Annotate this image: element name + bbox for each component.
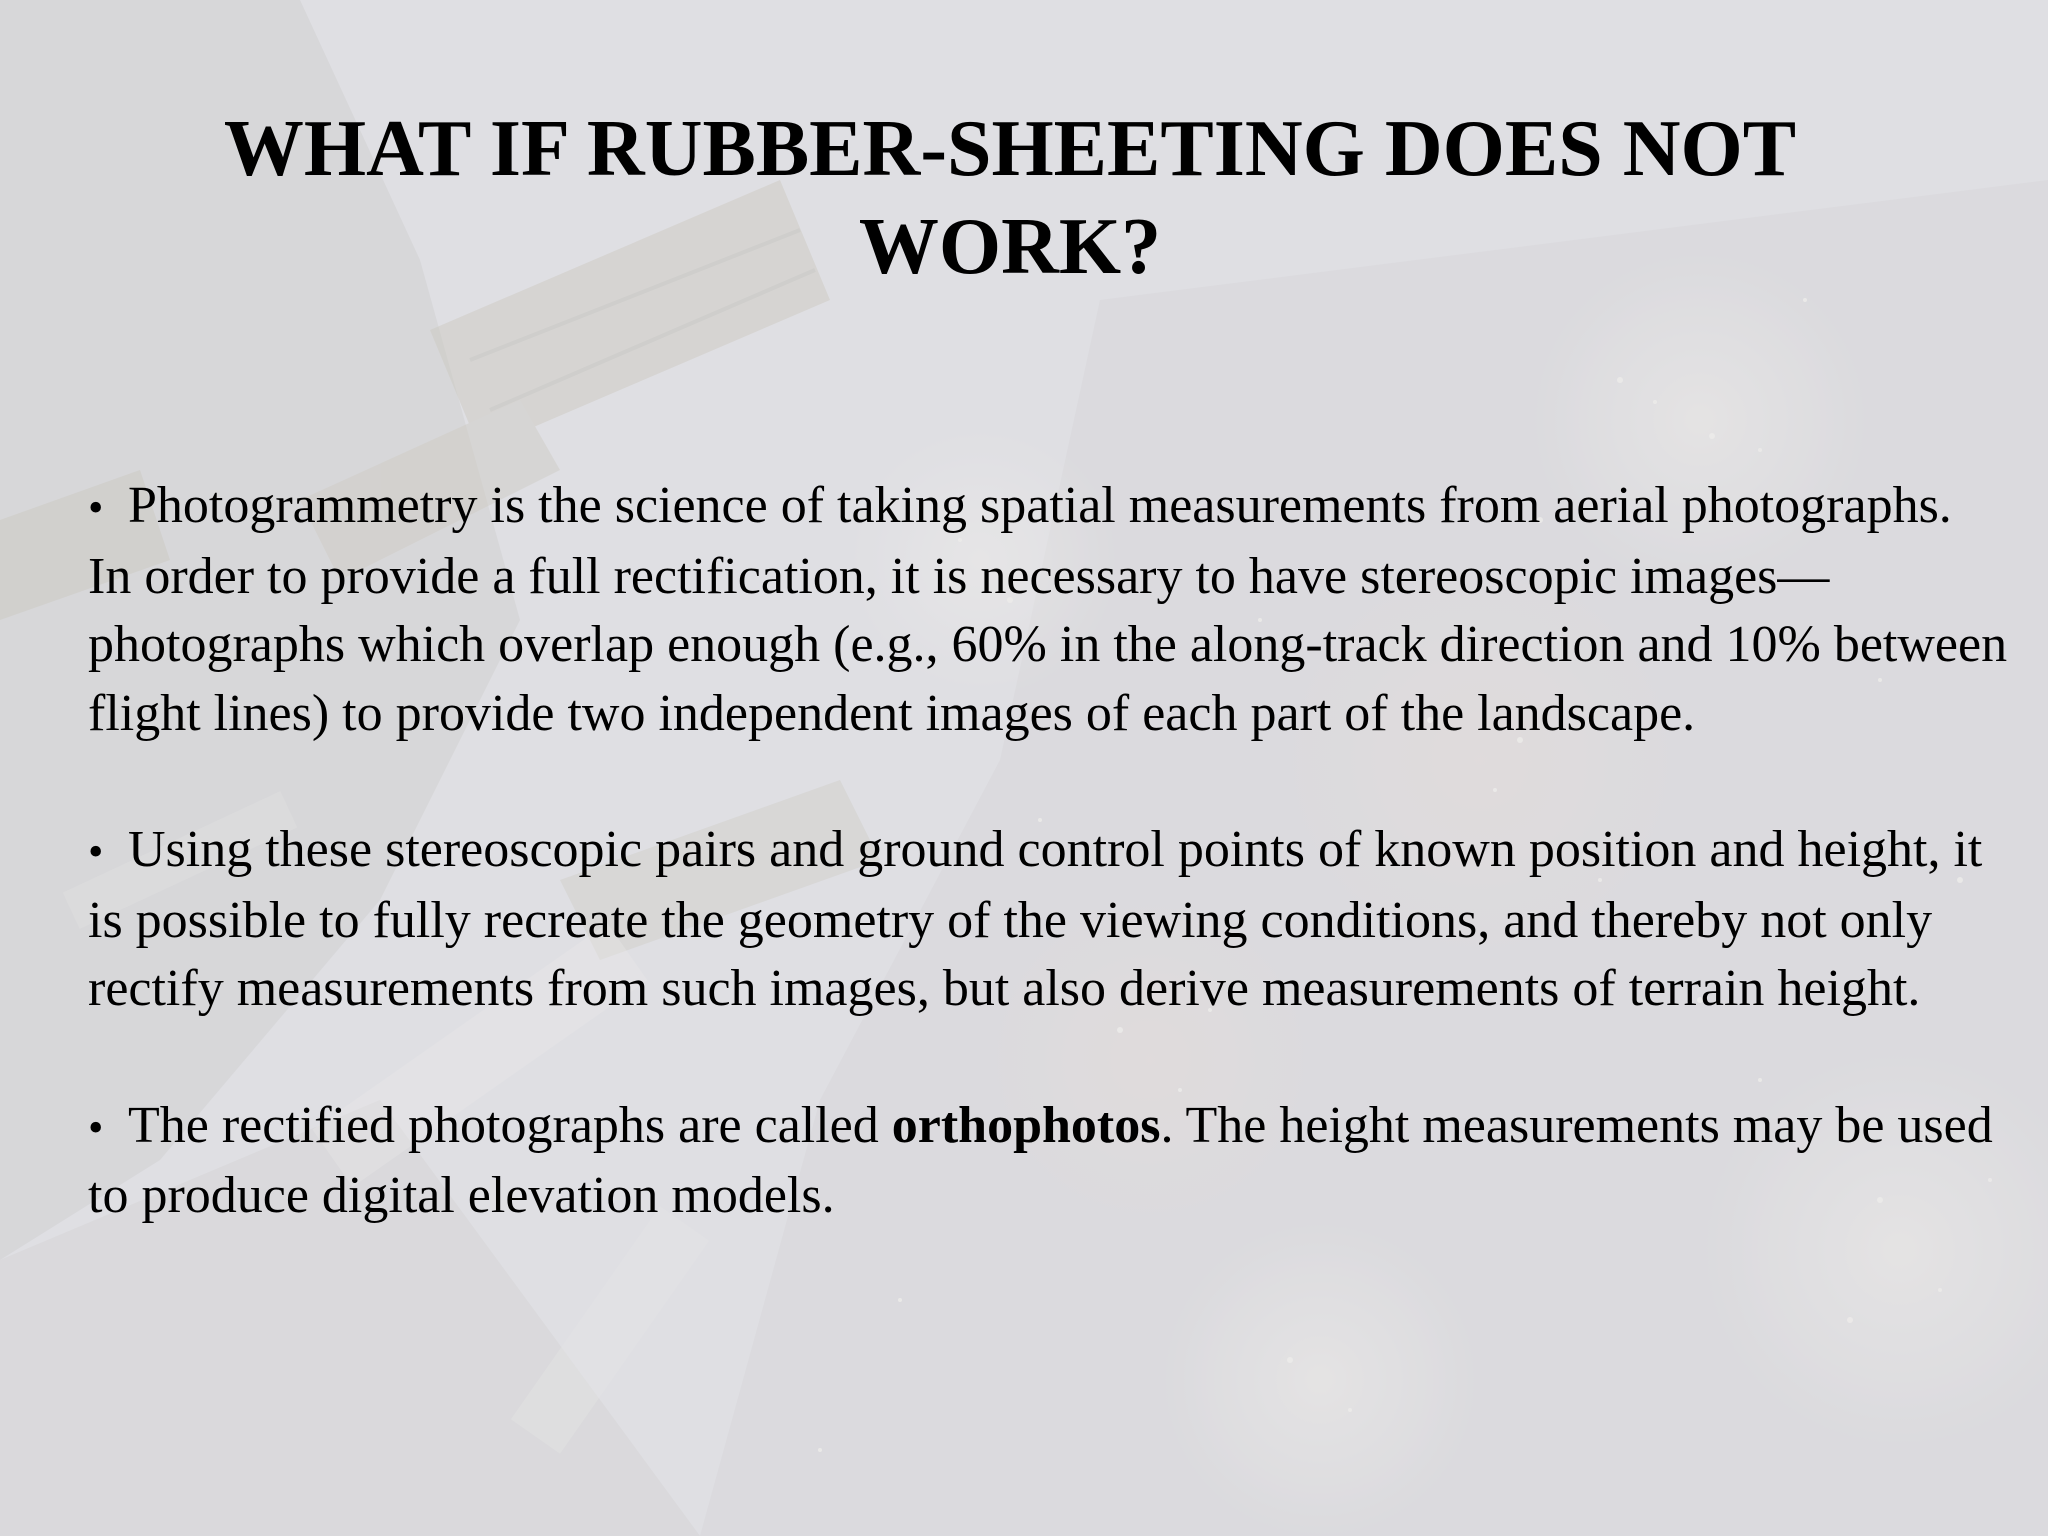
bullet-text-before: The rectified photographs are called: [128, 1096, 892, 1154]
bullet-photogrammetry: [88, 472, 2008, 748]
bullet-text-after: . The height measurements may be used to produce digital elevation models.: [88, 1096, 1993, 1224]
bullet-stereoscopic-pairs: [88, 816, 2008, 1024]
bullet-text: Using these stereoscopic pairs and ground control points of known position and height, it is possible to fully recreate the geometry of the viewing conditions, and thereby not only rectify measurements from such images, but also derive measurements of terrain height.: [88, 821, 1983, 1017]
slide-body: [88, 472, 2008, 1299]
bullet-icon: •: [88, 1102, 104, 1152]
bullet-orthophotos: [88, 1092, 2008, 1231]
bullet-icon: •: [88, 483, 104, 532]
orthophotos-term: orthophotos: [891, 1096, 1161, 1154]
bullet-text: Photogrammetry is the science of taking spatial measurements from aerial photographs. In order to provide a full rectification, it is necessary to have stereoscopic images—photographs which overlap enough (e.g., 60% in the along-track direction and 10% between flight lines) to provide two independent images of each part of the landscape.: [88, 477, 2008, 742]
bullet-icon: •: [88, 827, 104, 876]
slide-title: WHAT IF RUBBER-SHEETING DOES NOT WORK?: [223, 105, 1797, 291]
